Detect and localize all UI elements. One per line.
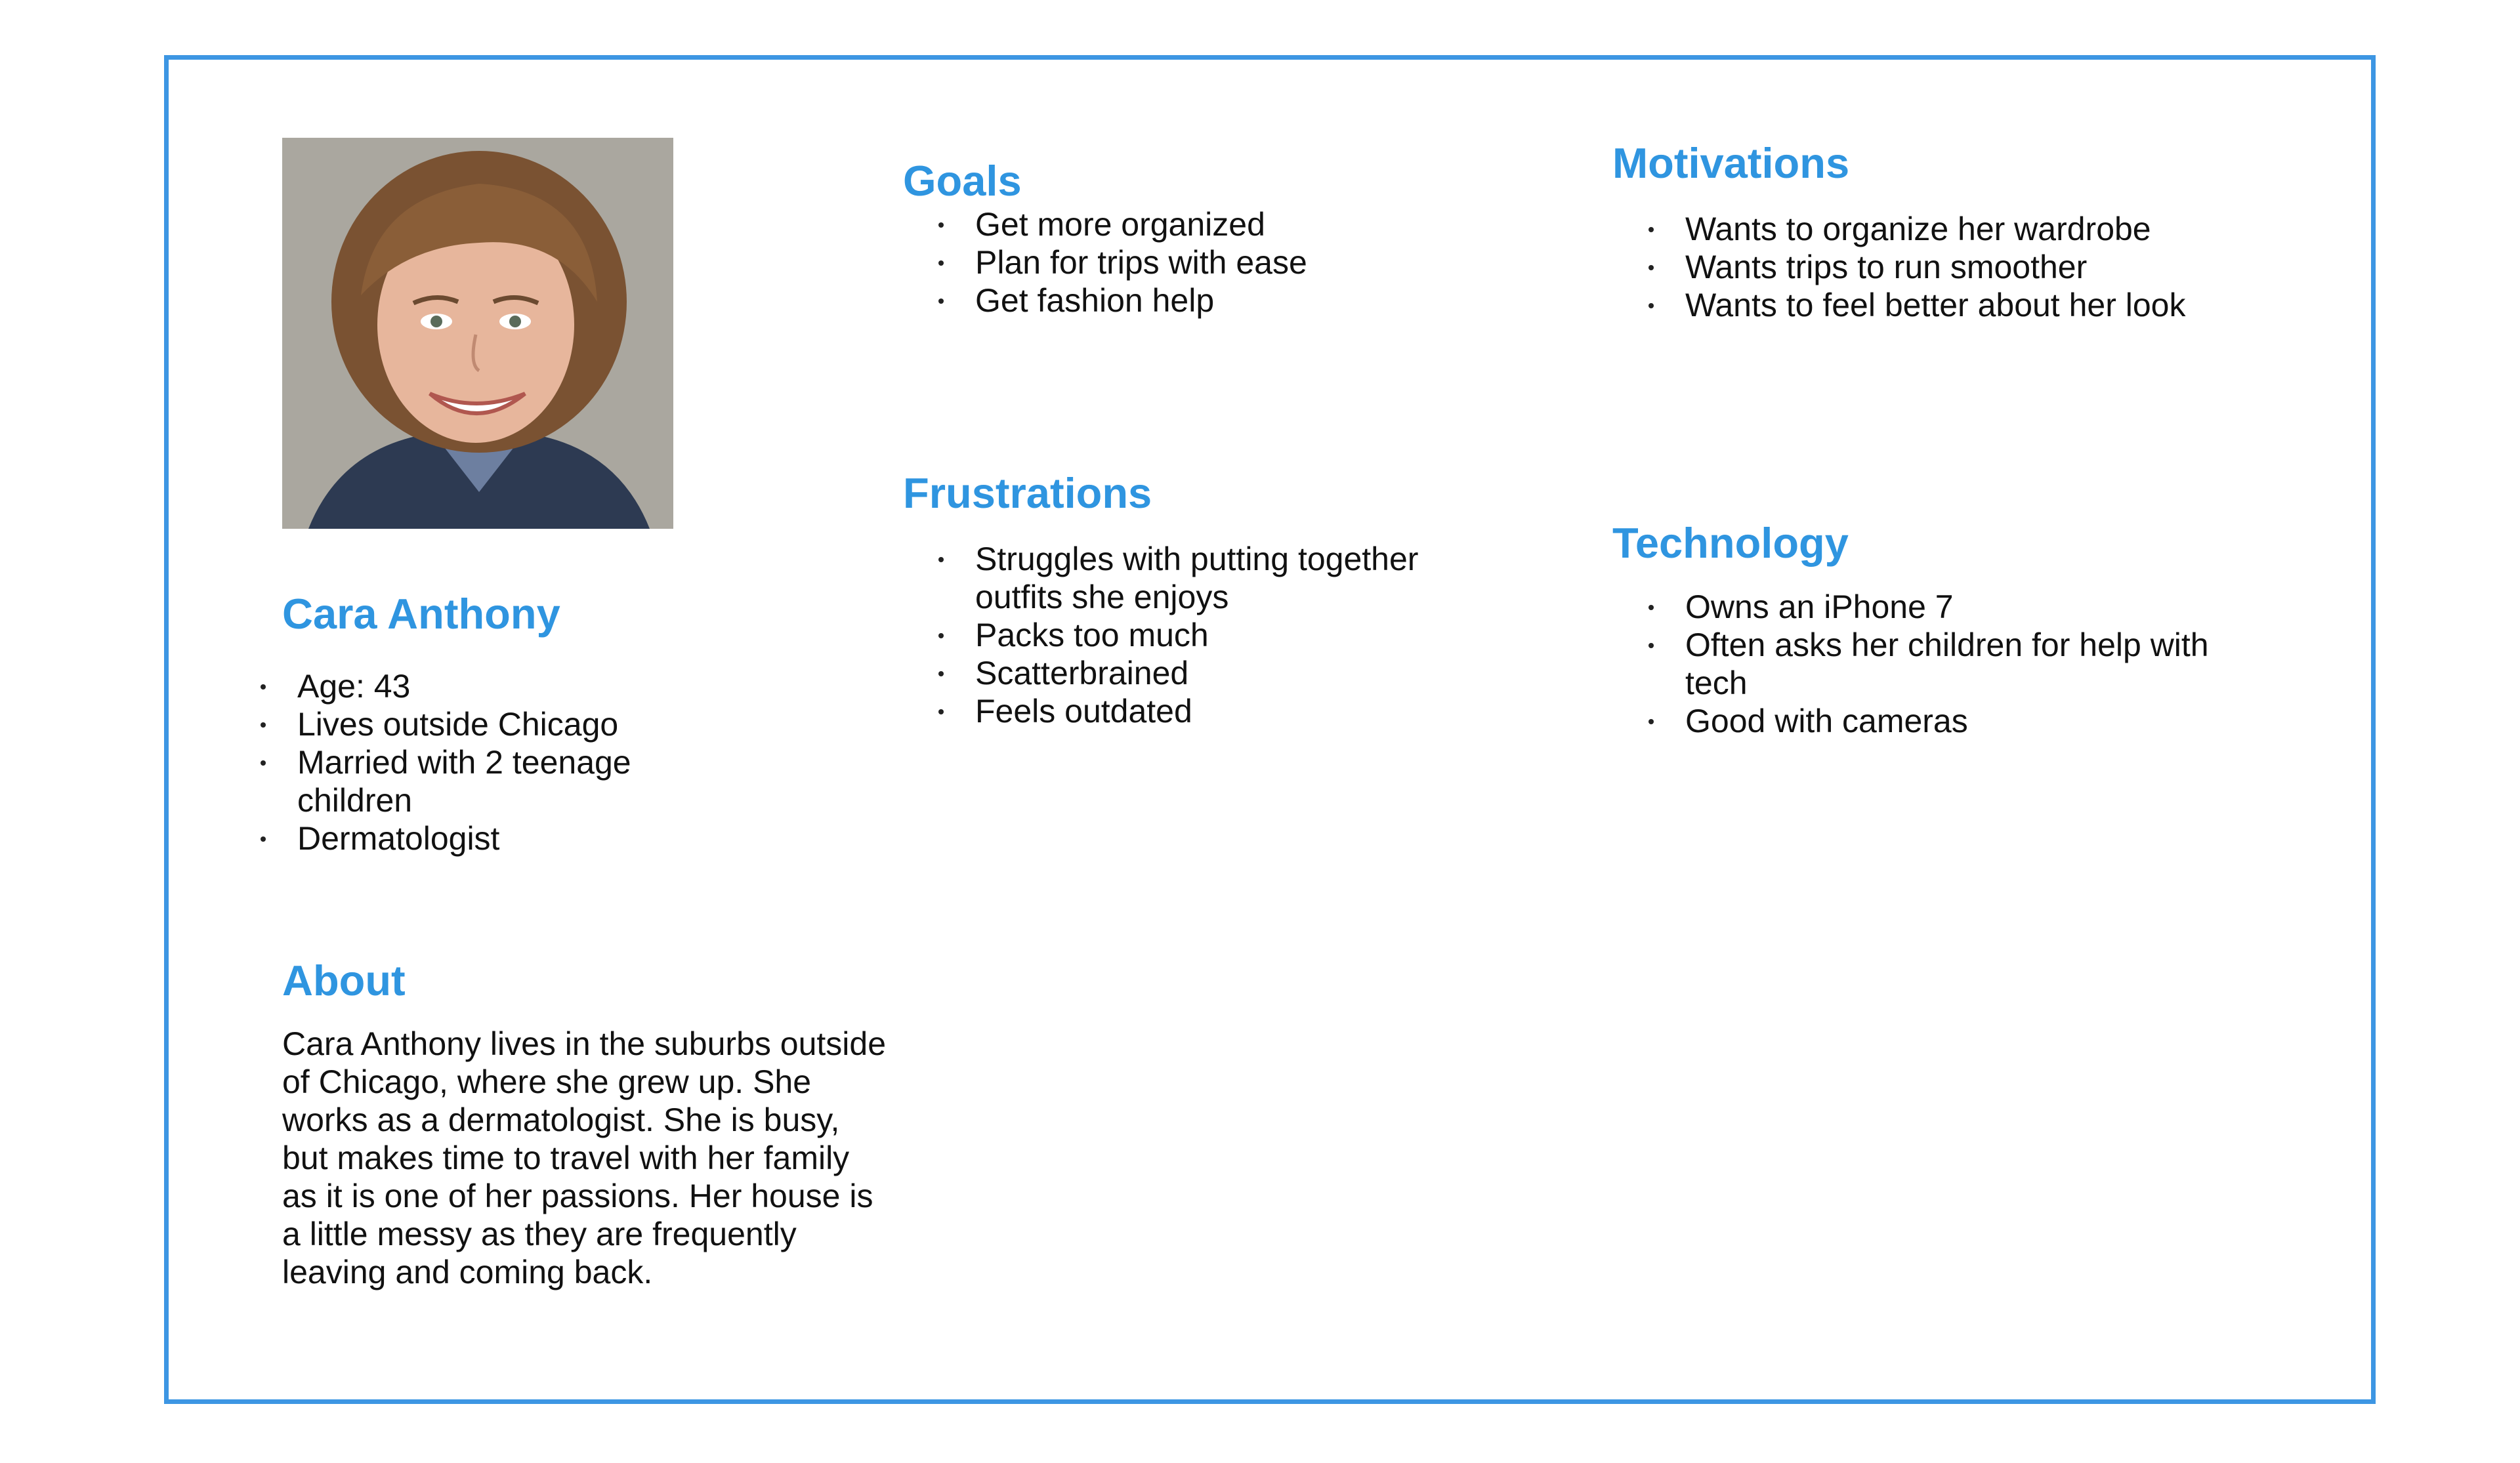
motivations-title: Motivations bbox=[1612, 139, 1850, 187]
list-item: Get fashion help bbox=[904, 281, 1495, 319]
list-item: Dermatologist bbox=[226, 819, 686, 857]
technology-title: Technology bbox=[1612, 519, 1849, 567]
list-item: Wants trips to run smoother bbox=[1614, 248, 2303, 286]
list-item: Plan for trips with ease bbox=[904, 243, 1495, 281]
list-item: Married with 2 teenage children bbox=[226, 743, 686, 819]
list-item: Wants to organize her wardrobe bbox=[1614, 210, 2303, 248]
motivations-list bbox=[1614, 210, 2303, 324]
frustrations-title: Frustrations bbox=[903, 469, 1152, 517]
persona-name: Cara Anthony bbox=[282, 590, 560, 638]
list-item: Wants to feel better about her look bbox=[1614, 286, 2303, 324]
persona-details-list bbox=[226, 667, 686, 857]
list-item: Owns an iPhone 7 bbox=[1614, 588, 2244, 626]
list-item: Good with cameras bbox=[1614, 702, 2244, 740]
list-item: Get more organized bbox=[904, 205, 1495, 243]
about-title: About bbox=[282, 957, 406, 1004]
list-item: Scatterbrained bbox=[904, 654, 1462, 692]
about-text: Cara Anthony lives in the suburbs outside of Chicago, where she grew up. She works as a dermatologist. She is busy, but makes time to travel with her family as it is one of her passions. Her house is a little messy as they are frequently leaving and coming back. bbox=[282, 1025, 886, 1290]
technology-list bbox=[1614, 588, 2244, 740]
list-item: Age: 43 bbox=[226, 667, 686, 705]
list-item: Struggles with putting together outfits she enjoys bbox=[904, 540, 1462, 616]
list-item: Often asks her children for help with tech bbox=[1614, 626, 2244, 702]
goals-list bbox=[904, 205, 1495, 319]
list-item: Lives outside Chicago bbox=[226, 705, 686, 743]
goals-title: Goals bbox=[903, 157, 1022, 205]
persona-photo bbox=[282, 138, 673, 529]
list-item: Feels outdated bbox=[904, 692, 1462, 730]
frustrations-list bbox=[904, 540, 1462, 730]
list-item: Packs too much bbox=[904, 616, 1462, 654]
